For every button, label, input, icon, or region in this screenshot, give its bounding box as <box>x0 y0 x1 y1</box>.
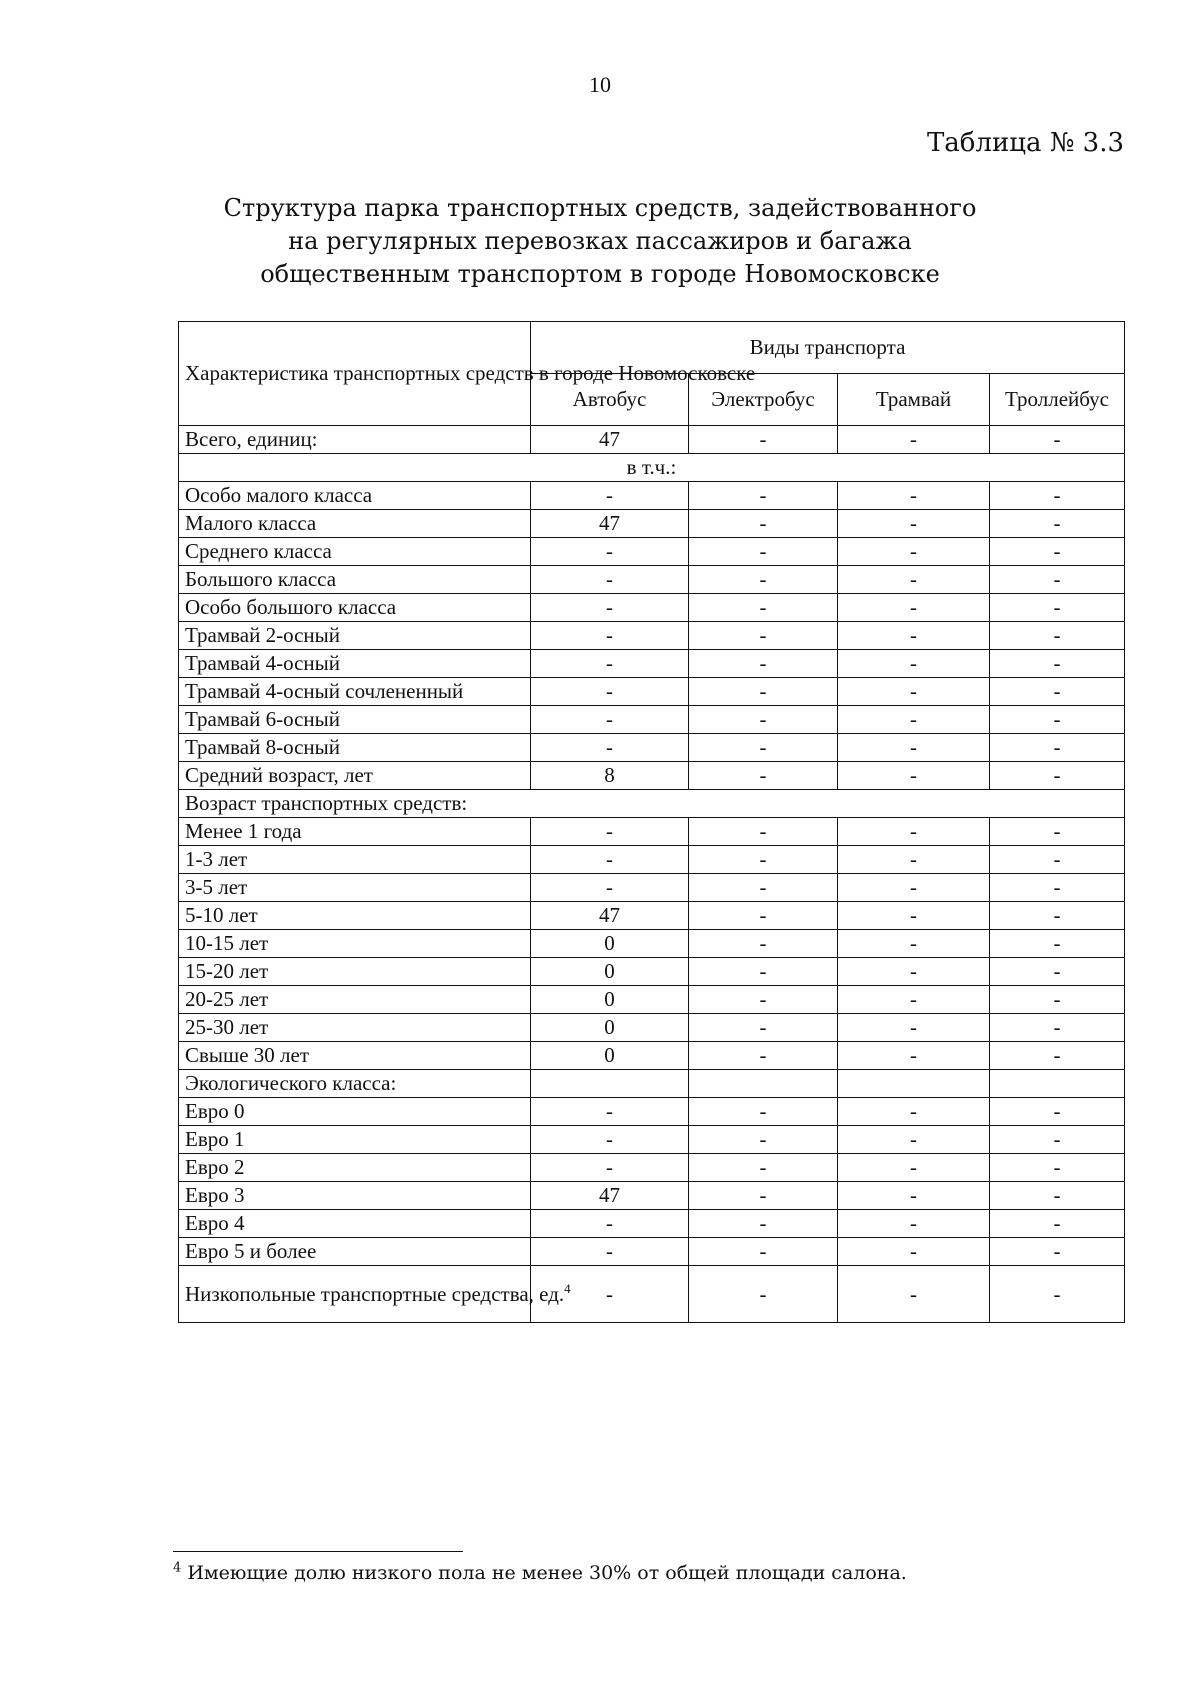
value-cell: - <box>838 986 990 1014</box>
row-label <box>179 678 531 706</box>
value-cell: - <box>990 818 1125 846</box>
value-cell: 0 <box>531 1014 689 1042</box>
value-cell: - <box>689 1042 838 1070</box>
column-header-tram: Трамвай <box>838 374 990 426</box>
footnote-reference: 4 <box>564 1280 571 1296</box>
value-cell: - <box>689 1266 838 1323</box>
table-row <box>179 650 1125 678</box>
table-row <box>179 734 1125 762</box>
value-cell: - <box>531 1126 689 1154</box>
row-label-text: Трамвай 2-осный <box>185 623 341 647</box>
value-cell: - <box>838 650 990 678</box>
row-label-text: Среднего класса <box>185 539 332 563</box>
value-cell: - <box>990 986 1125 1014</box>
value-cell: 47 <box>531 902 689 930</box>
subheading-label: Возраст транспортных средств: <box>179 790 1125 818</box>
value-cell: 47 <box>531 426 689 454</box>
row-label <box>179 1098 531 1126</box>
table-row <box>179 426 1125 454</box>
value-cell <box>838 1070 990 1098</box>
value-cell: - <box>531 706 689 734</box>
value-cell: - <box>689 650 838 678</box>
value-cell: - <box>838 958 990 986</box>
row-label-text: Евро 0 <box>185 1099 245 1123</box>
row-label-text: Всего, единиц: <box>185 427 318 451</box>
table-row <box>179 958 1125 986</box>
value-cell <box>990 1070 1125 1098</box>
page-number: 10 <box>589 72 611 97</box>
row-label-text: 5-10 лет <box>185 903 258 927</box>
row-label-text: 3-5 лет <box>185 875 248 899</box>
column-header-bus: Автобус <box>531 374 689 426</box>
row-label-text: Евро 1 <box>185 1127 245 1151</box>
value-cell: - <box>990 706 1125 734</box>
table-row <box>179 510 1125 538</box>
table-row <box>179 902 1125 930</box>
table-row <box>179 1182 1125 1210</box>
column-header-electrobus: Электробус <box>689 374 838 426</box>
value-cell: - <box>838 762 990 790</box>
row-label-text: Средний возраст, лет <box>185 763 373 787</box>
footnote-divider <box>173 1551 463 1552</box>
footnote-text: Имеющие долю низкого пола не менее 30% от общей площади салона. <box>181 1562 907 1584</box>
footnote-marker: 4 <box>173 1560 182 1576</box>
row-label <box>179 1070 531 1098</box>
row-label-text: Особо малого класса <box>185 483 373 507</box>
row-label-text: 25-30 лет <box>185 1015 269 1039</box>
value-cell: - <box>990 426 1125 454</box>
value-cell: - <box>838 1182 990 1210</box>
value-cell: 0 <box>531 930 689 958</box>
table-row <box>179 1266 1125 1323</box>
caption-line: общественным транспортом в городе Новомосковске <box>260 260 940 288</box>
value-cell: - <box>990 846 1125 874</box>
value-cell: - <box>990 1098 1125 1126</box>
row-label-text: Трамвай 6-осный <box>185 707 341 731</box>
value-cell: - <box>689 426 838 454</box>
value-cell: 47 <box>531 1182 689 1210</box>
value-cell: - <box>689 1126 838 1154</box>
table-row <box>179 678 1125 706</box>
row-label <box>179 734 531 762</box>
value-cell: - <box>990 1238 1125 1266</box>
table-number: Таблица № 3.3 <box>926 128 1124 158</box>
table-row <box>179 1126 1125 1154</box>
table-row <box>179 1098 1125 1126</box>
row-label <box>179 874 531 902</box>
row-label-text: Трамвай 8-осный <box>185 735 341 759</box>
value-cell: - <box>838 510 990 538</box>
value-cell: - <box>689 1210 838 1238</box>
footnote <box>173 1562 907 1584</box>
value-cell: - <box>838 1014 990 1042</box>
row-label <box>179 1182 531 1210</box>
value-cell: - <box>990 874 1125 902</box>
row-label <box>179 1266 571 1323</box>
row-label-text: Низкопольные транспортные средства, ед. <box>185 1281 565 1306</box>
value-cell: - <box>838 818 990 846</box>
value-cell: - <box>838 538 990 566</box>
caption-line: Структура парка транспортных средств, задействованного <box>223 194 977 222</box>
value-cell: - <box>838 678 990 706</box>
value-cell: - <box>531 1098 689 1126</box>
value-cell: - <box>990 594 1125 622</box>
value-cell: 0 <box>531 958 689 986</box>
row-label <box>179 706 531 734</box>
value-cell: - <box>990 1014 1125 1042</box>
value-cell: - <box>689 482 838 510</box>
row-label <box>179 986 531 1014</box>
value-cell: - <box>838 1238 990 1266</box>
value-cell: - <box>531 538 689 566</box>
row-label <box>179 902 531 930</box>
value-cell: - <box>990 902 1125 930</box>
row-label-text: Трамвай 4-осный <box>185 651 341 675</box>
value-cell: - <box>689 1238 838 1266</box>
value-cell: - <box>531 482 689 510</box>
row-label-text: Большого класса <box>185 567 337 591</box>
table-row <box>179 622 1125 650</box>
value-cell: 47 <box>531 510 689 538</box>
value-cell: - <box>531 1238 689 1266</box>
transport-types-header: Виды транспорта <box>531 322 1125 374</box>
characteristic-header: Характеристика транспортных средств в городе Новомосковске <box>179 322 531 426</box>
value-cell: - <box>838 734 990 762</box>
value-cell: - <box>689 510 838 538</box>
value-cell: - <box>990 930 1125 958</box>
value-cell: - <box>531 650 689 678</box>
table-row <box>179 762 1125 790</box>
value-cell: - <box>689 818 838 846</box>
value-cell: - <box>990 482 1125 510</box>
row-label <box>179 818 531 846</box>
value-cell: - <box>689 902 838 930</box>
table-row <box>179 1070 1125 1098</box>
value-cell: - <box>689 1098 838 1126</box>
row-label-text: Евро 2 <box>185 1155 245 1179</box>
row-label <box>179 482 531 510</box>
value-cell: - <box>689 930 838 958</box>
row-label-text: Экологического класса: <box>185 1071 397 1095</box>
row-label-text: Менее 1 года <box>185 819 302 843</box>
value-cell: - <box>689 762 838 790</box>
value-cell: - <box>990 1210 1125 1238</box>
value-cell: - <box>531 818 689 846</box>
table-row <box>179 874 1125 902</box>
value-cell: - <box>990 734 1125 762</box>
value-cell: - <box>838 1098 990 1126</box>
value-cell: - <box>689 734 838 762</box>
row-label-text: Евро 5 и более <box>185 1239 317 1263</box>
row-label-text: Евро 3 <box>185 1183 245 1207</box>
value-cell: - <box>531 874 689 902</box>
row-label <box>179 566 531 594</box>
value-cell: 0 <box>531 986 689 1014</box>
row-label <box>179 846 531 874</box>
value-cell: - <box>838 930 990 958</box>
table-row <box>179 1042 1125 1070</box>
value-cell: - <box>531 1154 689 1182</box>
row-label <box>179 650 531 678</box>
value-cell: - <box>689 958 838 986</box>
value-cell: - <box>689 594 838 622</box>
value-cell: - <box>990 958 1125 986</box>
table-body <box>179 426 1125 1323</box>
value-cell: - <box>990 762 1125 790</box>
value-cell: - <box>838 1154 990 1182</box>
value-cell: 0 <box>531 1042 689 1070</box>
value-cell: - <box>531 594 689 622</box>
value-cell: - <box>990 510 1125 538</box>
value-cell: - <box>531 1210 689 1238</box>
value-cell: 8 <box>531 762 689 790</box>
value-cell: - <box>689 874 838 902</box>
value-cell: - <box>990 1154 1125 1182</box>
table-row <box>179 594 1125 622</box>
value-cell: - <box>838 1126 990 1154</box>
value-cell: - <box>689 986 838 1014</box>
section-label: в т.ч.: <box>179 454 1125 482</box>
value-cell: - <box>838 1042 990 1070</box>
row-label-text: Трамвай 4-осный сочлененный <box>185 679 464 703</box>
value-cell: - <box>531 734 689 762</box>
table-caption <box>0 192 1200 291</box>
value-cell <box>689 1070 838 1098</box>
value-cell: - <box>531 678 689 706</box>
row-label-text: Малого класса <box>185 511 317 535</box>
row-label-text: Особо большого класса <box>185 595 397 619</box>
table-row <box>179 1210 1125 1238</box>
row-label <box>179 930 531 958</box>
transport-fleet-table <box>178 321 1125 1323</box>
value-cell: - <box>838 1210 990 1238</box>
caption-line: на регулярных перевозках пассажиров и багажа <box>288 227 912 255</box>
row-label <box>179 958 531 986</box>
value-cell: - <box>689 1182 838 1210</box>
row-label <box>179 1154 531 1182</box>
row-label <box>179 594 531 622</box>
row-label <box>179 1042 531 1070</box>
row-label <box>179 762 531 790</box>
row-label-text: 20-25 лет <box>185 987 269 1011</box>
value-cell: - <box>689 566 838 594</box>
table-row <box>179 1014 1125 1042</box>
value-cell: - <box>838 874 990 902</box>
table-row <box>179 1154 1125 1182</box>
row-label-text: Свыше 30 лет <box>185 1043 310 1067</box>
table-row <box>179 566 1125 594</box>
value-cell: - <box>990 1266 1125 1323</box>
table-row <box>179 538 1125 566</box>
row-label <box>179 1238 531 1266</box>
value-cell: - <box>838 706 990 734</box>
value-cell: - <box>689 1154 838 1182</box>
row-label <box>179 426 531 454</box>
row-label-text: 15-20 лет <box>185 959 269 983</box>
table-row <box>179 846 1125 874</box>
row-label-text: 1-3 лет <box>185 847 248 871</box>
value-cell: - <box>689 678 838 706</box>
value-cell: - <box>990 1182 1125 1210</box>
table-row <box>179 706 1125 734</box>
column-header-trolleybus: Троллейбус <box>990 374 1125 426</box>
table-row <box>179 930 1125 958</box>
value-cell: - <box>838 1266 990 1323</box>
value-cell: - <box>990 1126 1125 1154</box>
value-cell: - <box>531 846 689 874</box>
value-cell <box>531 1070 689 1098</box>
value-cell: - <box>689 1014 838 1042</box>
value-cell: - <box>838 482 990 510</box>
value-cell: - <box>689 846 838 874</box>
value-cell: - <box>990 538 1125 566</box>
value-cell: - <box>531 622 689 650</box>
value-cell: - <box>838 426 990 454</box>
value-cell: - <box>689 622 838 650</box>
value-cell: - <box>838 622 990 650</box>
row-label-text: Евро 4 <box>185 1211 245 1235</box>
value-cell: - <box>990 650 1125 678</box>
row-label <box>179 1210 531 1238</box>
value-cell: - <box>531 1266 689 1323</box>
table-row <box>179 790 1125 818</box>
row-label <box>179 538 531 566</box>
value-cell: - <box>990 622 1125 650</box>
table-row <box>179 454 1125 482</box>
value-cell: - <box>990 566 1125 594</box>
table-row <box>179 1238 1125 1266</box>
value-cell: - <box>689 538 838 566</box>
value-cell: - <box>531 566 689 594</box>
value-cell: - <box>990 1042 1125 1070</box>
row-label <box>179 1126 531 1154</box>
table-row <box>179 818 1125 846</box>
value-cell: - <box>689 706 838 734</box>
table-row <box>179 482 1125 510</box>
row-label-text: 10-15 лет <box>185 931 269 955</box>
row-label <box>179 622 531 650</box>
row-label <box>179 1014 531 1042</box>
row-label <box>179 510 531 538</box>
value-cell: - <box>990 678 1125 706</box>
table-row <box>179 986 1125 1014</box>
value-cell: - <box>838 846 990 874</box>
value-cell: - <box>838 902 990 930</box>
value-cell: - <box>838 566 990 594</box>
value-cell: - <box>838 594 990 622</box>
